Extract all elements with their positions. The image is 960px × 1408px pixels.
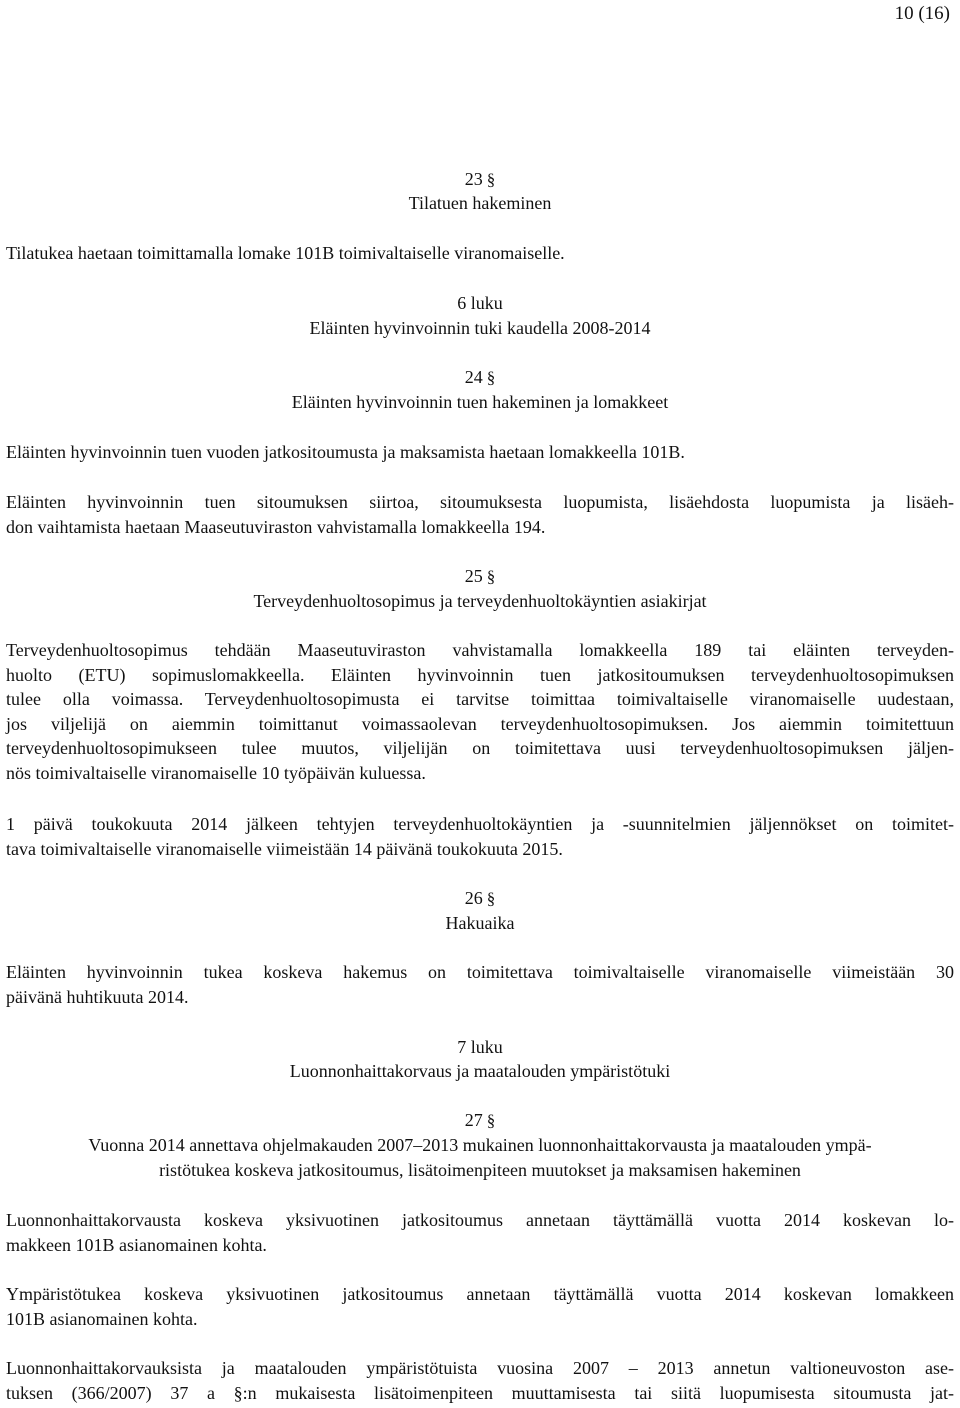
text-line: Tilatukea haetaan toimittamalla lomake 101B toimivaltaiselle viranomaiselle. — [6, 243, 565, 263]
text-line: Terveydenhuoltosopimus tehdään Maaseutuviraston vahvistamalla lomakkeella 189 tai eläinten terveyden- — [6, 640, 954, 660]
section-23-heading — [0, 167, 960, 192]
section-24-paragraph-2 — [6, 490, 954, 539]
section-25-paragraph-1 — [6, 638, 954, 785]
section-24-title: Eläinten hyvinvoinnin tuen hakeminen ja lomakkeet — [291, 392, 669, 412]
text-line: Eläinten hyvinvoinnin tuen sitoumuksen siirtoa, sitoumuksesta luopumista, lisäehdosta luopumista ja lisäeh- — [6, 492, 954, 512]
section-23-paragraph-1 — [6, 241, 954, 266]
section-27-paragraph-3 — [6, 1356, 954, 1405]
chapter-6-title: Eläinten hyvinvoinnin tuki kaudella 2008-2014 — [309, 318, 651, 338]
text-line: Eläinten hyvinvoinnin tukea koskeva hakemus on toimitettava toimivaltaiselle viranomaiselle viimeistään 30 — [6, 962, 954, 982]
chapter-7-label: 7 luku — [457, 1037, 503, 1057]
text-line: jos viljelijä on aiemmin toimittanut voimassaolevan terveydenhuoltosopimuksen. Jos aiemmin toimitettuun — [6, 713, 954, 734]
text-line: don vaihtamista haetaan Maaseutuviraston vahvistamalla lomakkeella 194. — [6, 516, 546, 537]
section-24-paragraph-1 — [6, 440, 954, 465]
section-symbol: § — [486, 170, 496, 189]
section-23-title: Tilatuen hakeminen — [408, 193, 552, 213]
text-line: 101B asianomainen kohta. — [6, 1308, 198, 1329]
section-27-paragraph-2 — [6, 1282, 954, 1331]
section-27-title-line-2: ristötukea koskeva jatkositoumus, lisätoimenpiteen muutokset ja maksamisen hakeminen — [159, 1160, 801, 1180]
text-line: nös toimivaltaiselle viranomaiselle 10 työpäivän kuluessa. — [6, 762, 426, 783]
section-25-title: Terveydenhuoltosopimus ja terveydenhuoltokäyntien asiakirjat — [253, 591, 707, 611]
section-symbol: § — [486, 567, 496, 586]
section-number: 27 — [464, 1110, 483, 1130]
section-number: 23 — [464, 169, 483, 189]
text-line: terveydenhuoltosopimukseen tulee muutos, viljelijän on toimitettava uusi terveydenhuoltosopimuksen jäljen- — [6, 738, 954, 758]
text-line: makkeen 101B asianomainen kohta. — [6, 1234, 267, 1255]
section-26-paragraph-1 — [6, 960, 954, 1009]
section-symbol: § — [486, 1111, 496, 1130]
text-line: Luonnonhaittakorvausta koskeva yksivuotinen jatkositoumus annetaan täyttämällä vuotta 2014 koskevan lo- — [6, 1210, 954, 1230]
text-line: huolto (ETU) sopimuslomakkeella. Eläinten hyvinvoinnin tuen jatkositoumuksen terveydenhuoltosopimuksen — [6, 664, 954, 685]
section-25-heading — [0, 564, 960, 589]
chapter-6-label: 6 luku — [457, 293, 503, 313]
page-number: 10 (16) — [894, 3, 950, 24]
section-26-title: Hakuaika — [445, 913, 515, 933]
chapter-7-title: Luonnonhaittakorvaus ja maatalouden ympäristötuki — [289, 1061, 671, 1081]
text-line: tulee olla voimassa. Terveydenhuoltosopimusta ei tarvitse toimittaa toimivaltaiselle viranomaiselle uudestaan, — [6, 689, 954, 709]
section-26-heading — [0, 886, 960, 911]
section-27-heading — [0, 1108, 960, 1133]
section-25-paragraph-2 — [6, 812, 954, 861]
text-line: päivänä huhtikuuta 2014. — [6, 986, 189, 1007]
section-symbol: § — [486, 889, 496, 908]
text-line: Eläinten hyvinvoinnin tuen vuoden jatkositoumusta ja maksamista haetaan lomakkeella 101B. — [6, 442, 685, 462]
text-line: Ympäristötukea koskeva yksivuotinen jatkositoumus annetaan täyttämällä vuotta 2014 koskevan lomakkeen — [6, 1284, 954, 1304]
text-line: tava toimivaltaiselle viranomaiselle viimeistään 14 päivänä toukokuuta 2015. — [6, 838, 563, 859]
section-symbol: § — [486, 368, 496, 387]
text-line: tuksen (366/2007) 37 a §:n mukaisesta lisätoimenpiteen muuttamisesta tai siitä luopumisesta sitoumusta jat- — [6, 1382, 954, 1403]
section-number: 24 — [464, 367, 483, 387]
section-number: 26 — [464, 888, 483, 908]
section-24-heading — [0, 365, 960, 390]
section-27-title-line-1: Vuonna 2014 annettava ohjelmakauden 2007–2013 mukainen luonnonhaittakorvausta ja maatalouden ympä- — [88, 1135, 872, 1155]
text-line: Luonnonhaittakorvauksista ja maatalouden ympäristötuista vuosina 2007 – 2013 annetun valtioneuvoston ase- — [6, 1358, 954, 1378]
section-number: 25 — [464, 566, 483, 586]
text-line: 1 päivä toukokuuta 2014 jälkeen tehtyjen terveydenhuoltokäyntien ja -suunnitelmien jäljennökset on toimitet- — [6, 814, 954, 834]
section-27-paragraph-1 — [6, 1208, 954, 1257]
